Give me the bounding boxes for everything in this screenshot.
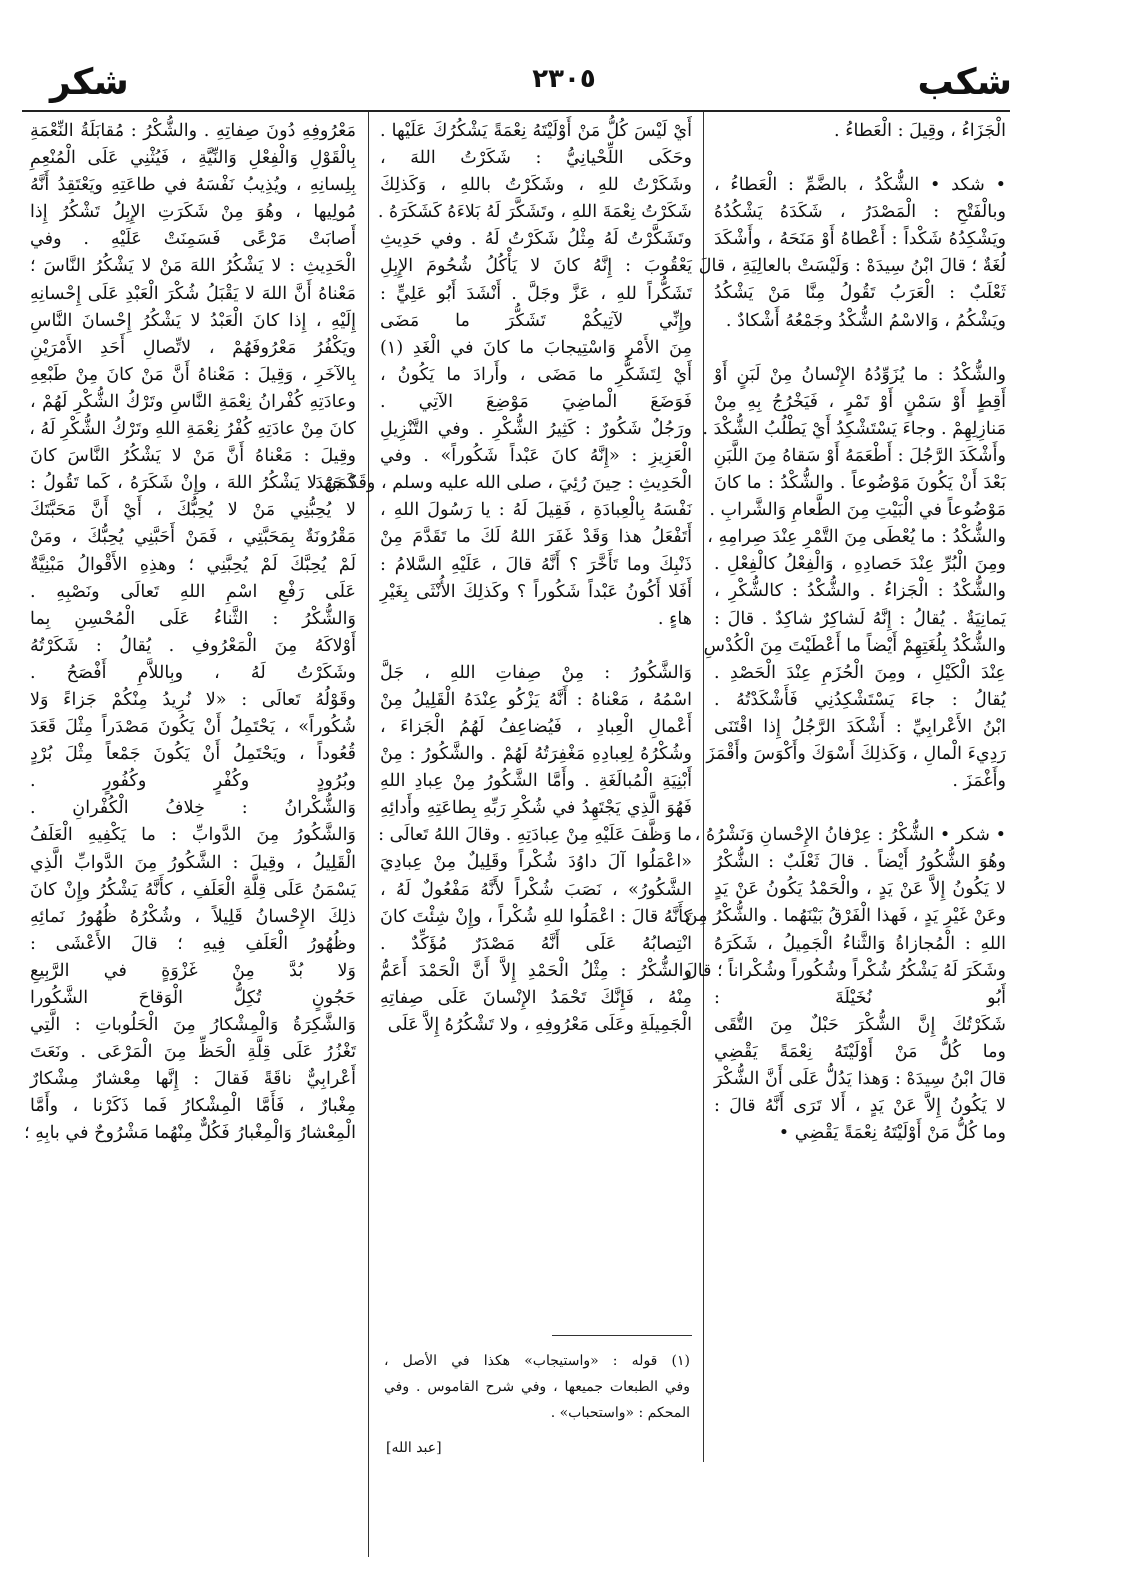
text-line: ورَجُلٌ شَكُورٌ : كَثِيرُ الشُّكْرِ . وفي التَّنْزِيلِ [380, 419, 692, 440]
text-line: يَسْمَنُ عَلَى قِلَّةِ الْعَلَفِ ، كأَنَّهُ يَشْكُرُ وإِنْ كانَ [30, 879, 356, 900]
text-column-right [684, 118, 1006, 1147]
paragraph-gap [714, 335, 1006, 362]
text-line: أَوْلاكَهُ مِنَ الْمَعْرُوفِ . يُقالُ : شَكَرْتُهُ [30, 635, 356, 656]
footnote-rule [552, 1335, 692, 1336]
text-line: وما كُلُّ مَنْ أَوْلَيْتَهُ نِعْمَةً يَقْضِي • [778, 1123, 1006, 1144]
text-line: وقَوْلُهُ تَعالَى : «لا نُرِيدُ مِنْكُمْ جَزاءً وَلا [30, 689, 356, 710]
text-line: وتَشَكَّرْتُ لَهُ مِثْلُ شَكَرْتُ لَهُ . وفي حَدِيثِ [380, 229, 692, 250]
footnote-signature: [عبد الله] [386, 1440, 442, 1456]
text-line: ابْنُ الأَعْرابِيِّ : أَشْكَدَ الرَّجُلُ إِذا اقْتَنَى [714, 716, 1006, 737]
column-divider-left [368, 112, 369, 1557]
text-line: بِالْقَوْلِ وَالْفِعْلِ وَالنِّيَّةِ ، فَيُثْنِي عَلَى الْمُنْعِمِ [30, 148, 356, 169]
text-line: الْحَدِيثِ : حِينَ رُئِيَ ، صلى الله عليه وسلم ، وقَدْ جَهَدَ [315, 473, 692, 494]
footnote-line: (١) قوله : «واستيجاب» هكذا في الأصل ، [384, 1353, 690, 1369]
text-line: الْجَزَاءُ ، وقِيلَ : الْعَطاءُ . [834, 121, 1006, 141]
text-line: أَيْ لِتَشَكُّرِ ما مَضَى ، وأَرادَ ما يَكُونُ ، [380, 364, 692, 385]
text-line: اللهِ : الْمُجازاةُ وَالثَّناءُ الْجَمِيلُ ، شَكَرَهُ [714, 933, 1006, 954]
paragraph-gap [714, 795, 1006, 822]
text-line: مَعْرُوفِهِ دُونَ صِفاتِهِ . والشُّكْرُ : مُقابَلَةُ النِّعْمَةِ [30, 121, 356, 141]
text-line: كانَ مِنْ عادَتِهِ كُفْرُ نِعْمَةِ اللهِ وتَرْكُ الشُّكْرِ لَهُ ، [29, 419, 356, 440]
paragraph-gap [380, 633, 692, 660]
text-line: ما وَظَّفَ عَلَيْهِ مِنْ عِبادَتِهِ . وقالَ اللهُ تَعالَى : [378, 825, 692, 846]
text-line: وظُهُورُ الْعَلَفِ فِيهِ ؛ قالَ الأَعْشَى : [30, 933, 356, 954]
text-line: قالَ ابْنُ سِيدَهْ : وَهذا يَدُلُّ عَلَى أَنَّ الشُّكْرَ [714, 1069, 1006, 1089]
text-line: وأَشْكَدَ الرَّجُلَ : أَطْعَمَهُ أَوْ سَقاهُ مِنَ اللَّبَنِ [713, 445, 1006, 466]
text-line: ثَعْلَبٌ : الْعَرَبُ تَقُولُ مِنَّا مَنْ يَشْكُدُ [714, 283, 1006, 304]
text-line: ومِنَ الْبُرِّ عِنْدَ حَصادِهِ ، وَالْفِعْلُ كالْفِعْلِ . [714, 554, 1006, 575]
text-line: إِلَيْهِ ، إِذا كانَ الْعَبْدُ لا يَشْكُرُ إِحْسانَ النَّاسِ [30, 310, 356, 331]
text-line: يُقالُ : جاءَ يَسْتَشْكِدُنِي فَأَشْكَدْتُهُ . [714, 689, 1006, 710]
text-line: وإِنِّي لآتِيكُمْ تَشَكُّرَ ما مَضَى [380, 310, 692, 331]
text-line: والشُّكْدُ : ما يُزَوِّدُهُ الإِنْسانُ مِنْ لَبَنٍ أَوْ [714, 364, 1006, 385]
text-line: الْعَزِيزِ : «إِنَّهُ كانَ عَبْداً شَكُوراً» . وفي [380, 446, 692, 467]
text-line: وعادَتِهِ كُفْرانُ نِعْمَةِ النَّاسِ وتَرْكُ الشُّكْرِ لَهُمْ ، [30, 391, 356, 412]
text-line: والشُّكْدُ : ما يُعْطَى مِنَ التَّمْرِ عِنْدَ صِرامِهِ ، [707, 527, 1006, 548]
text-line: انْتِصابُهُ عَلَى أَنَّهُ مَصْدَرٌ مُؤَكِّدٌ . [380, 933, 692, 954]
header-rule [22, 110, 1010, 112]
text-line: أَقِطٍ أَوْ سَمْنٍ أَوْ تَمْرٍ ، فَيَخْرُجُ بِهِ مِنْ [714, 391, 1006, 412]
text-line: لَمْ يُحِبَّكَ لَمْ يُحِبَّنِي ؛ وهذِهِ الأَقْوالُ مَبْنِيَّةٌ [30, 554, 356, 575]
text-line: لا يُحِبُّنِي مَنْ لا يُحِبُّكَ ، أَيْ أَنَّ مَحَبَّتَكَ [30, 500, 356, 521]
footnote [384, 1348, 690, 1426]
text-line: • شكر • الشُّكْرُ : عِرْفانُ الإِحْسانِ وَنَشْرُهُ ، [694, 825, 1006, 846]
text-line: أَعْرابِيٌّ ناقَةً فَقالَ : إِنَّها مِعْشارٌ مِشْكارٌ [30, 1069, 356, 1090]
text-line: وَالشَّكُورُ : مِنْ صِفاتِ اللهِ ، جَلَّ [380, 662, 692, 683]
text-line: تَغْزُرُ عَلَى قِلَّةِ الْحَظِّ مِنَ الْمَرْعَى . ونَعَتَ [30, 1042, 356, 1063]
text-line: مَقْرُونَةٌ بِمَحَبَّتِي ، فَمَنْ أَحَبَّنِي يُحِبُّكَ ، ومَنْ [30, 527, 356, 548]
text-line: بَعْدَ أَنْ يَكُونَ مَوْضُوعاً . والشُّكْدُ : ما كانَ [714, 473, 1006, 494]
text-line: أَيْ لَيْسَ كُلُّ مَنْ أَوْلَيْتَهُ نِعْمَةً يَشْكُرُكَ عَلَيْها . [380, 121, 692, 141]
text-line: رَدِيءَ الْمالِ ، وَكَذلِكَ أَسْوَكَ وأَكْوَسَ وأَقْمَزَ [706, 743, 1006, 764]
text-line: لا يَكُونُ إِلاَّ عَنْ يَدٍ ، أَلا تَرَى أَنَّهُ قالَ : [714, 1096, 1006, 1117]
text-line: وبالْفَتْحِ : الْمَصْدَرُ ، شَكَدَهُ يَشْكُدُهُ [714, 202, 1006, 223]
text-line: أَبْنِيَةِ الْمُبالَغَةِ . وأَمَّا الشَّكُورُ مِنْ عِبادِ اللهِ [380, 771, 692, 792]
text-line: مَعْناهُ أَنَّ اللهَ لا يَقْبَلُ شُكْرَ الْعَبْدِ عَلَى إِحْسانِهِ [30, 283, 356, 304]
text-line: مَنازِلِهِمْ . وجاءَ يَسْتَشْكِدُ أَيْ يَطْلُبُ الشُّكْدَ . [702, 418, 1006, 439]
text-line: شَكَرْتُكَ إِنَّ الشُّكْرَ حَبْلٌ مِنَ التُّقَى [714, 1014, 1006, 1035]
text-line: الشَّكُورُ» ، نَصَبَ شُكْراً لأَنَّهُ مَفْعُولٌ لَهُ ، [380, 879, 692, 900]
text-line: أَفَلا أَكُونُ عَبْداً شَكُوراً ؟ وكَذلِكَ الأُنْثَى بِغَيْرِ [380, 581, 692, 602]
text-line: عِنْدَ الْكَيْلِ ، ومِنَ الْحُزَمِ عِنْدَ الْحَصْدِ . [714, 662, 1006, 683]
text-line: يَمانِيَةٌ . يُقالُ : إِنَّهُ لَشاكِرٌ شاكِدٌ . قالَ : [714, 608, 1006, 629]
column-divider-right [703, 112, 704, 1462]
text-line: شَكَرْتُ نِعْمَةَ اللهِ ، وتَشَكَّرَ لَهُ بَلاءَهُ كَشَكَرَهُ . [377, 202, 692, 223]
text-line: وَالشَّكُورُ مِنَ الدَّوابِّ : ما يَكْفِيهِ الْعَلَفُ [30, 825, 356, 846]
text-line: هاءٍ . [657, 608, 692, 629]
text-line: وعَنْ غَيْرِ يَدٍ ، فَهذا الْفَرْقُ بَيْنَهُما . والشُّكْرُ مِنَ [684, 906, 1006, 927]
text-line: فَوَضَعَ الْماضِيَ مَوْضِعَ الآتِي . [380, 391, 692, 412]
text-line: وأَغْمَزَ . [952, 771, 1006, 792]
text-line: الْمِعْشارُ وَالْمِغْبارُ فَكُلٌّ مِنْهُما مَشْرُوحٌ في بابِهِ ؛ [24, 1123, 356, 1144]
text-line: والشُّكْدُ : الْجَزاءُ . والشُّكْدُ : كالشُّكْرِ ، [714, 581, 1006, 602]
text-line: أَصابَتْ مَرْعًى فَسَمِنَتْ عَلَيْهِ . وفي [30, 229, 356, 250]
text-line: وشَكَرْتُ لَهُ ، وبِاللاَّمِ أَفْصَحُ . [30, 662, 356, 683]
text-line: لُغَةٌ ؛ قالَ ابْنُ سِيدَهْ : وَلَيْسَتْ بالعالِيَةِ ، قالَ [698, 256, 1006, 277]
text-line: وَالشُّكْرانُ : خِلافُ الْكُفْرانِ . [30, 798, 356, 819]
text-line: لا يَكُونُ إِلاَّ عَنْ يَدٍ ، والْحَمْدُ يَكُونُ عَنْ يَدٍ [714, 879, 1006, 900]
text-line: «اعْمَلُوا آلَ داوُدَ شُكْراً وقَلِيلٌ مِنْ عِبادِيَ [380, 852, 692, 873]
text-line: بِالآخَرِ ، وَقِيلَ : مَعْناهُ أَنَّ مَنْ كانَ مِنْ طَبْعِهِ [30, 364, 356, 385]
text-line: الْجَمِيلَةِ وعَلَى مَعْرُوفِهِ ، ولا تَشْكُرُهُ إِلاَّ عَلَى [387, 1015, 692, 1035]
head-word-left: شكر [50, 62, 129, 103]
text-line: ويَكْفُرُ مَعْرُوفَهُمْ ، لاتِّصالِ أَحَدِ الأَمْرَيْنِ [30, 337, 356, 358]
text-line: مِغْبارٌ ، فَأَمَّا الْمِشْكارُ فَما ذَكَرْنا ، وأَمَّا [30, 1096, 356, 1117]
text-line: وشَكَرْتُ للهِ ، وشَكَرْتُ باللهِ ، وَكَذلِكَ [380, 175, 692, 196]
text-line: شُكُوراً» ، يَحْتَمِلُ أَنْ يَكُونَ مَصْدَراً مِثْلَ قَعَدَ [30, 717, 356, 738]
text-line: أَعْمالِ الْعِبادِ ، فَيُضاعِفُ لَهُمُ الْجَزاءَ ، [380, 716, 692, 737]
text-line: مَوْضُوعاً في الْبَيْتِ مِنَ الطَّعامِ وَالشَّرابِ . [709, 500, 1006, 521]
text-line: وَلا بُدَّ مِنْ غَزْوَةٍ في الرَّبِيعِ [30, 960, 356, 981]
page-number: ٢٣٠٥ [532, 64, 596, 94]
text-line: قُعُوداً ، ويَحْتَمِلُ أَنْ يَكُونَ جَمْعاً مِثْلَ بُرْدٍ [30, 744, 356, 765]
text-line: اسْمُهُ ، مَعْناهُ : أَنَّهُ يَزْكُو عِنْدَهُ الْقَلِيلُ مِنْ [380, 689, 692, 710]
head-word-right: شكب [917, 62, 1012, 103]
text-line: عَلَى رَفْعِ اسْمِ اللهِ تَعالَى ونَصْبِهِ . [30, 581, 356, 602]
text-line: تَشَكُّراً للهِ ، عَزَّ وجَلَّ . أَنْشَدَ أَبُو عَلِيٍّ : [380, 283, 692, 304]
text-line: وشَكَرَ لَهُ يَشْكُرُ شُكْراً وشُكُوراً وشُكْراناً ؛ قالَ [684, 960, 1006, 981]
text-line: كأَنَّهُ قالَ : اعْمَلُوا للهِ شُكْراً ، وإِنْ شِئْتَ كانَ [380, 906, 692, 927]
text-line: ذلِكَ الإِحْسانُ قَلِيلاً ، وشُكْرُهُ ظُهُورُ نَمائِهِ [30, 906, 356, 927]
text-line: مِنَ الأَمْرِ وَاسْتِيجابَ ما كانَ في الْغَدِ (١) [380, 337, 692, 358]
text-column-middle [315, 118, 692, 1039]
text-line: والشُّكْدُ بِلُغَتِهِمْ أَيْضاً ما أَعْطَيْتَ مِنَ الْكُدْسِ [703, 635, 1006, 656]
text-line: مِنْهُ ، فَإِنَّكَ تَحْمَدُ الإِنْسانَ عَلَى صِفاتِهِ [380, 987, 692, 1008]
text-line: وقِيلَ : مَعْناهُ أَنَّ مَنْ لا يَشْكُرُ النَّاسَ كانَ [30, 446, 356, 467]
footnote-line: المحكم : «واستحباب» . [550, 1405, 690, 1421]
text-line: ويَشْكِدُهُ شَكْداً : أَعْطاهُ أَوْ مَنَحَهُ ، وأَشْكَدَ [714, 229, 1006, 250]
text-line: يَعْقُوبَ : إِنَّهُ كانَ لا يَأْكُلُ شُحُومَ الإِبِلِ [380, 256, 692, 277]
text-line: أَبُو نُخَيْلَةَ : [714, 987, 1006, 1008]
text-line: فَهُوَ الَّذِي يَجْتَهِدُ في شُكْرِ رَبِّهِ بِطاعَتِهِ وأَدائِهِ [380, 798, 692, 819]
text-line: الْحَدِيثِ : لا يَشْكُرُ اللهَ مَنْ لا يَشْكُرُ النَّاسَ ؛ [30, 256, 356, 277]
text-line: نَفْسَهُ بِالْعِبادَةِ ، فَقِيلَ لَهُ : يا رَسُولَ اللهِ ، [380, 500, 692, 521]
text-line: وبُرُودٍ وكُفْرٍ وكُفُورٍ . [30, 771, 356, 792]
text-line: وَالشَّكِرَةُ وَالْمِشْكارُ مِنَ الْحَلُوباتِ : الَّتِي [30, 1015, 356, 1036]
text-line: حَجُونٍ تُكِلُّ الْوَقاحَ الشَّكُورا [30, 988, 356, 1008]
paragraph-gap [714, 145, 1006, 172]
text-line: وَالشُّكْرُ : الثَّناءُ عَلَى الْمُحْسِنِ بِما [30, 608, 356, 629]
text-line: مُولِيها ، وهُوَ مِنْ شَكَرَتِ الإِبِلُ تَشْكُرُ إِذا [30, 202, 356, 223]
text-line: كَمَنْ لا يَشْكُرُ اللهَ ، وإِنْ شَكَرَهُ ، كَما تَقُولُ : [30, 473, 356, 494]
text-line: • شكد • الشُّكْدُ ، بالضَّمِّ : الْعَطاءُ ، [714, 175, 1006, 196]
text-line: أَتَفْعَلُ هذا وَقَدْ غَفَرَ اللهُ لَكَ ما تَقَدَّمَ مِنْ [380, 527, 692, 548]
text-column-left [24, 118, 356, 1148]
text-line: وحَكَى اللِّحْيانِيُّ : شَكَرْتُ اللهَ ، [380, 148, 692, 169]
footnote-line: وفي الطبعات جميعها ، وفي شرح القاموس . وفي [384, 1379, 690, 1395]
text-line: وهُوَ الشُّكُورُ أَيْضاً . قالَ ثَعْلَبٌ : الشُّكْرُ [714, 852, 1006, 873]
text-line: والشُّكْرُ : مِثْلُ الْحَمْدِ إِلاَّ أَنَّ الْحَمْدَ أَعَمُّ [380, 960, 692, 981]
text-line: وشُكْرُهُ لِعِبادِهِ مَغْفِرَتُهُ لَهُمْ . والشَّكُورُ : مِنْ [380, 744, 692, 765]
text-line: وما كُلُّ مَنْ أَوْلَيْتَهُ نِعْمَةً يَقْضِي [714, 1041, 1006, 1062]
text-line: بِلِسانِهِ ، ويُذِيبُ نَفْسَهُ في طاعَتِهِ ويَعْتَقِدُ أَنَّهُ [30, 175, 356, 196]
text-line: الْقَلِيلُ ، وقِيلَ : الشَّكُورُ مِنَ الدَّوابِّ الَّذِي [30, 852, 356, 873]
text-line: ذَنْبِكَ وما تَأَخَّرَ ؟ أَنَّهُ قالَ ، عَلَيْهِ السَّلامُ : [380, 554, 692, 575]
text-line: ويَشْكُمُ ، وَالاسْمُ الشُّكْدُ وجَمْعُهُ أَشْكادٌ . [725, 310, 1006, 331]
